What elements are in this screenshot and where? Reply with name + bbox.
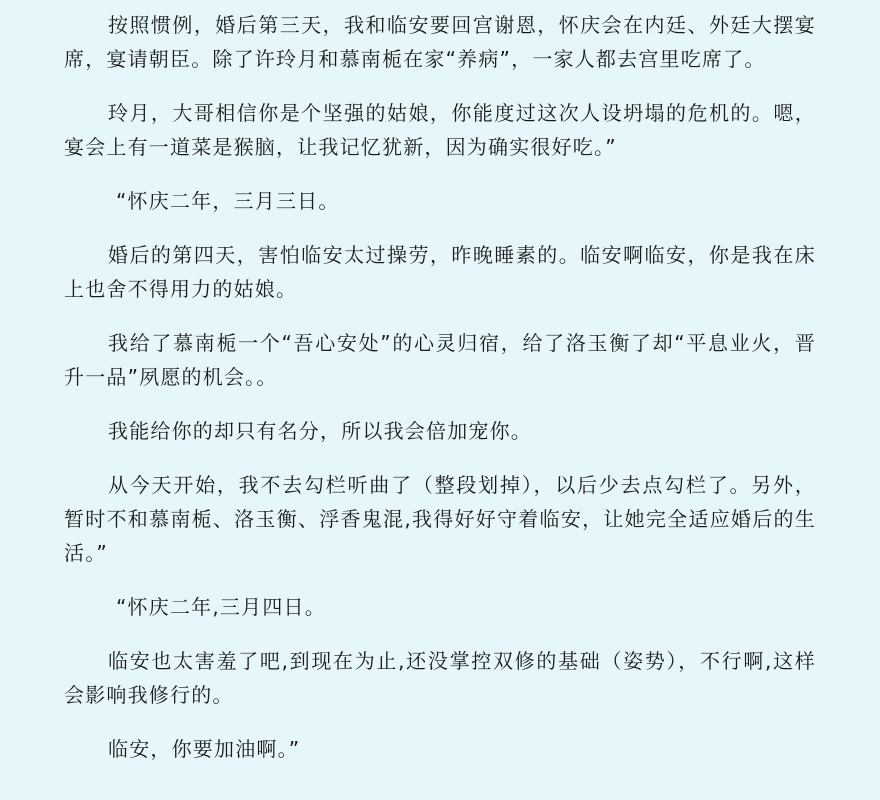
- paragraph-8: “怀庆二年,三月四日。: [116, 595, 326, 619]
- paragraph-6: 我能给你的却只有名分，所以我会倍加宠你。: [108, 419, 532, 443]
- paragraph-7: 从今天开始，我不去勾栏听曲了（整段划掉），以后少去点勾栏了。另外，暂时不和慕南栀、洛玉衡、浮香鬼混,我得好好守着临安，让她完全适应婚后的生活。”: [64, 473, 816, 565]
- paragraph-1: 按照惯例，婚后第三天，我和临安要回宫谢恩，怀庆会在内廷、外廷大摆宴席，宴请朝臣。除了许玲月和慕南栀在家“养病”，一家人都去宫里吃席了。: [64, 13, 816, 71]
- paragraph-4: 婚后的第四天，害怕临安太过操劳，昨晚睡素的。临安啊临安，你是我在床上也舍不得用力的姑娘。: [64, 243, 816, 301]
- paragraph-9: 临安也太害羞了吧,到现在为止,还没掌控双修的基础（姿势），不行啊,这样会影响我修行的。: [64, 649, 816, 707]
- paragraph-10: 临安，你要加油啊。”: [108, 737, 301, 761]
- paragraph-3: “怀庆二年，三月三日。: [116, 189, 340, 213]
- paragraph-2: 玲月，大哥相信你是个坚强的姑娘，你能度过这次人设坍塌的危机的。嗯，宴会上有一道菜是猴脑，让我记忆犹新，因为确实很好吃。”: [64, 101, 816, 159]
- document-body: [64, 8, 816, 786]
- paragraph-5: 我给了慕南栀一个“吾心安处”的心灵归宿，给了洛玉衡了却“平息业火，晋升一品”夙愿的机会。。: [64, 331, 816, 389]
